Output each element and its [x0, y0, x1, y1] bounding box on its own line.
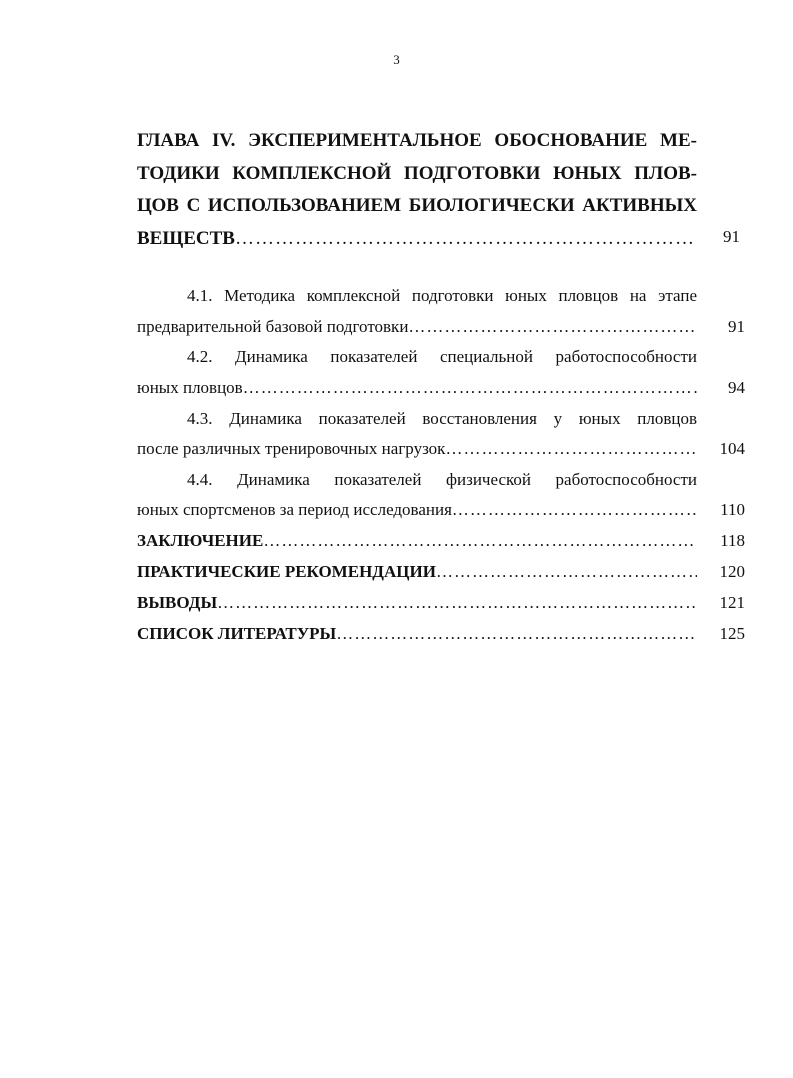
dot-leader [445, 434, 697, 464]
toc-entry-conclusion[interactable] [137, 526, 697, 556]
toc-entry-text: после различных тренировочных нагрузок [137, 439, 446, 458]
toc-page-number: 120 [719, 562, 745, 581]
toc-entry-text: ВЫВОДЫ [137, 593, 218, 612]
toc-entry-4-1-line-1[interactable]: 4.1. Методика комплексной подготовки юных пловцов на этапе [187, 286, 697, 305]
toc-entry-4-2-line-2[interactable] [137, 373, 697, 403]
toc-page-number: 104 [719, 439, 745, 458]
toc-entry-text: ПРАКТИЧЕСКИЕ РЕКОМЕНДАЦИИ [137, 562, 436, 581]
dot-leader [243, 373, 697, 403]
toc-page-number: 125 [719, 624, 745, 643]
toc-entry-text: юных пловцов [137, 378, 243, 397]
dot-leader [336, 619, 697, 649]
toc-page-number: 118 [720, 531, 745, 550]
toc-entry-findings[interactable] [137, 588, 697, 618]
toc-entry-4-4-line-1[interactable]: 4.4. Динамика показателей физической работоспособности [187, 470, 697, 489]
toc-entry-4-3-line-2[interactable] [137, 434, 697, 464]
dot-leader [408, 312, 697, 342]
toc-page-number: 94 [728, 378, 745, 397]
page-number: 3 [393, 52, 400, 67]
toc-entry-recommendations[interactable] [137, 557, 697, 587]
chapter-page-number: 91 [723, 227, 740, 246]
toc-entry-text: предварительной базовой подготовки [137, 317, 409, 336]
chapter-title-last-line [137, 223, 697, 256]
toc-page-number: 110 [720, 500, 745, 519]
toc-entry-text: юных спортсменов за период исследования [137, 500, 452, 519]
chapter-title-line-2: ТОДИКИ КОМПЛЕКСНОЙ ПОДГОТОВКИ ЮНЫХ ПЛОВ- [137, 162, 697, 184]
dot-leader [235, 223, 697, 256]
dot-leader [452, 495, 697, 525]
dot-leader [263, 526, 697, 556]
toc-entry-4-2-line-1[interactable]: 4.2. Динамика показателей специальной работоспособности [187, 347, 697, 366]
toc-entry-4-4-line-2[interactable] [137, 495, 697, 525]
toc-entry-4-3-line-1[interactable]: 4.3. Динамика показателей восстановления у юных пловцов [187, 409, 697, 428]
toc-page-number: 91 [728, 317, 745, 336]
chapter-title-line-4: ВЕЩЕСТВ [137, 227, 235, 249]
toc-entry-references[interactable] [137, 619, 697, 649]
chapter-title-line-3: ЦОВ С ИСПОЛЬЗОВАНИЕМ БИОЛОГИЧЕСКИ АКТИВНЫХ [137, 195, 697, 216]
toc-entry-text: ЗАКЛЮЧЕНИЕ [137, 531, 264, 550]
dot-leader [217, 588, 697, 618]
chapter-title [137, 125, 697, 255]
chapter-title-line-1: ГЛАВА IV. ЭКСПЕРИМЕНТАЛЬНОЕ ОБОСНОВАНИЕ МЕ- [137, 130, 697, 151]
toc-entry-text: СПИСОК ЛИТЕРАТУРЫ [137, 624, 337, 643]
toc-page-number: 121 [719, 593, 745, 612]
dot-leader [436, 557, 697, 587]
toc-entry-4-1-line-2[interactable] [137, 312, 697, 342]
